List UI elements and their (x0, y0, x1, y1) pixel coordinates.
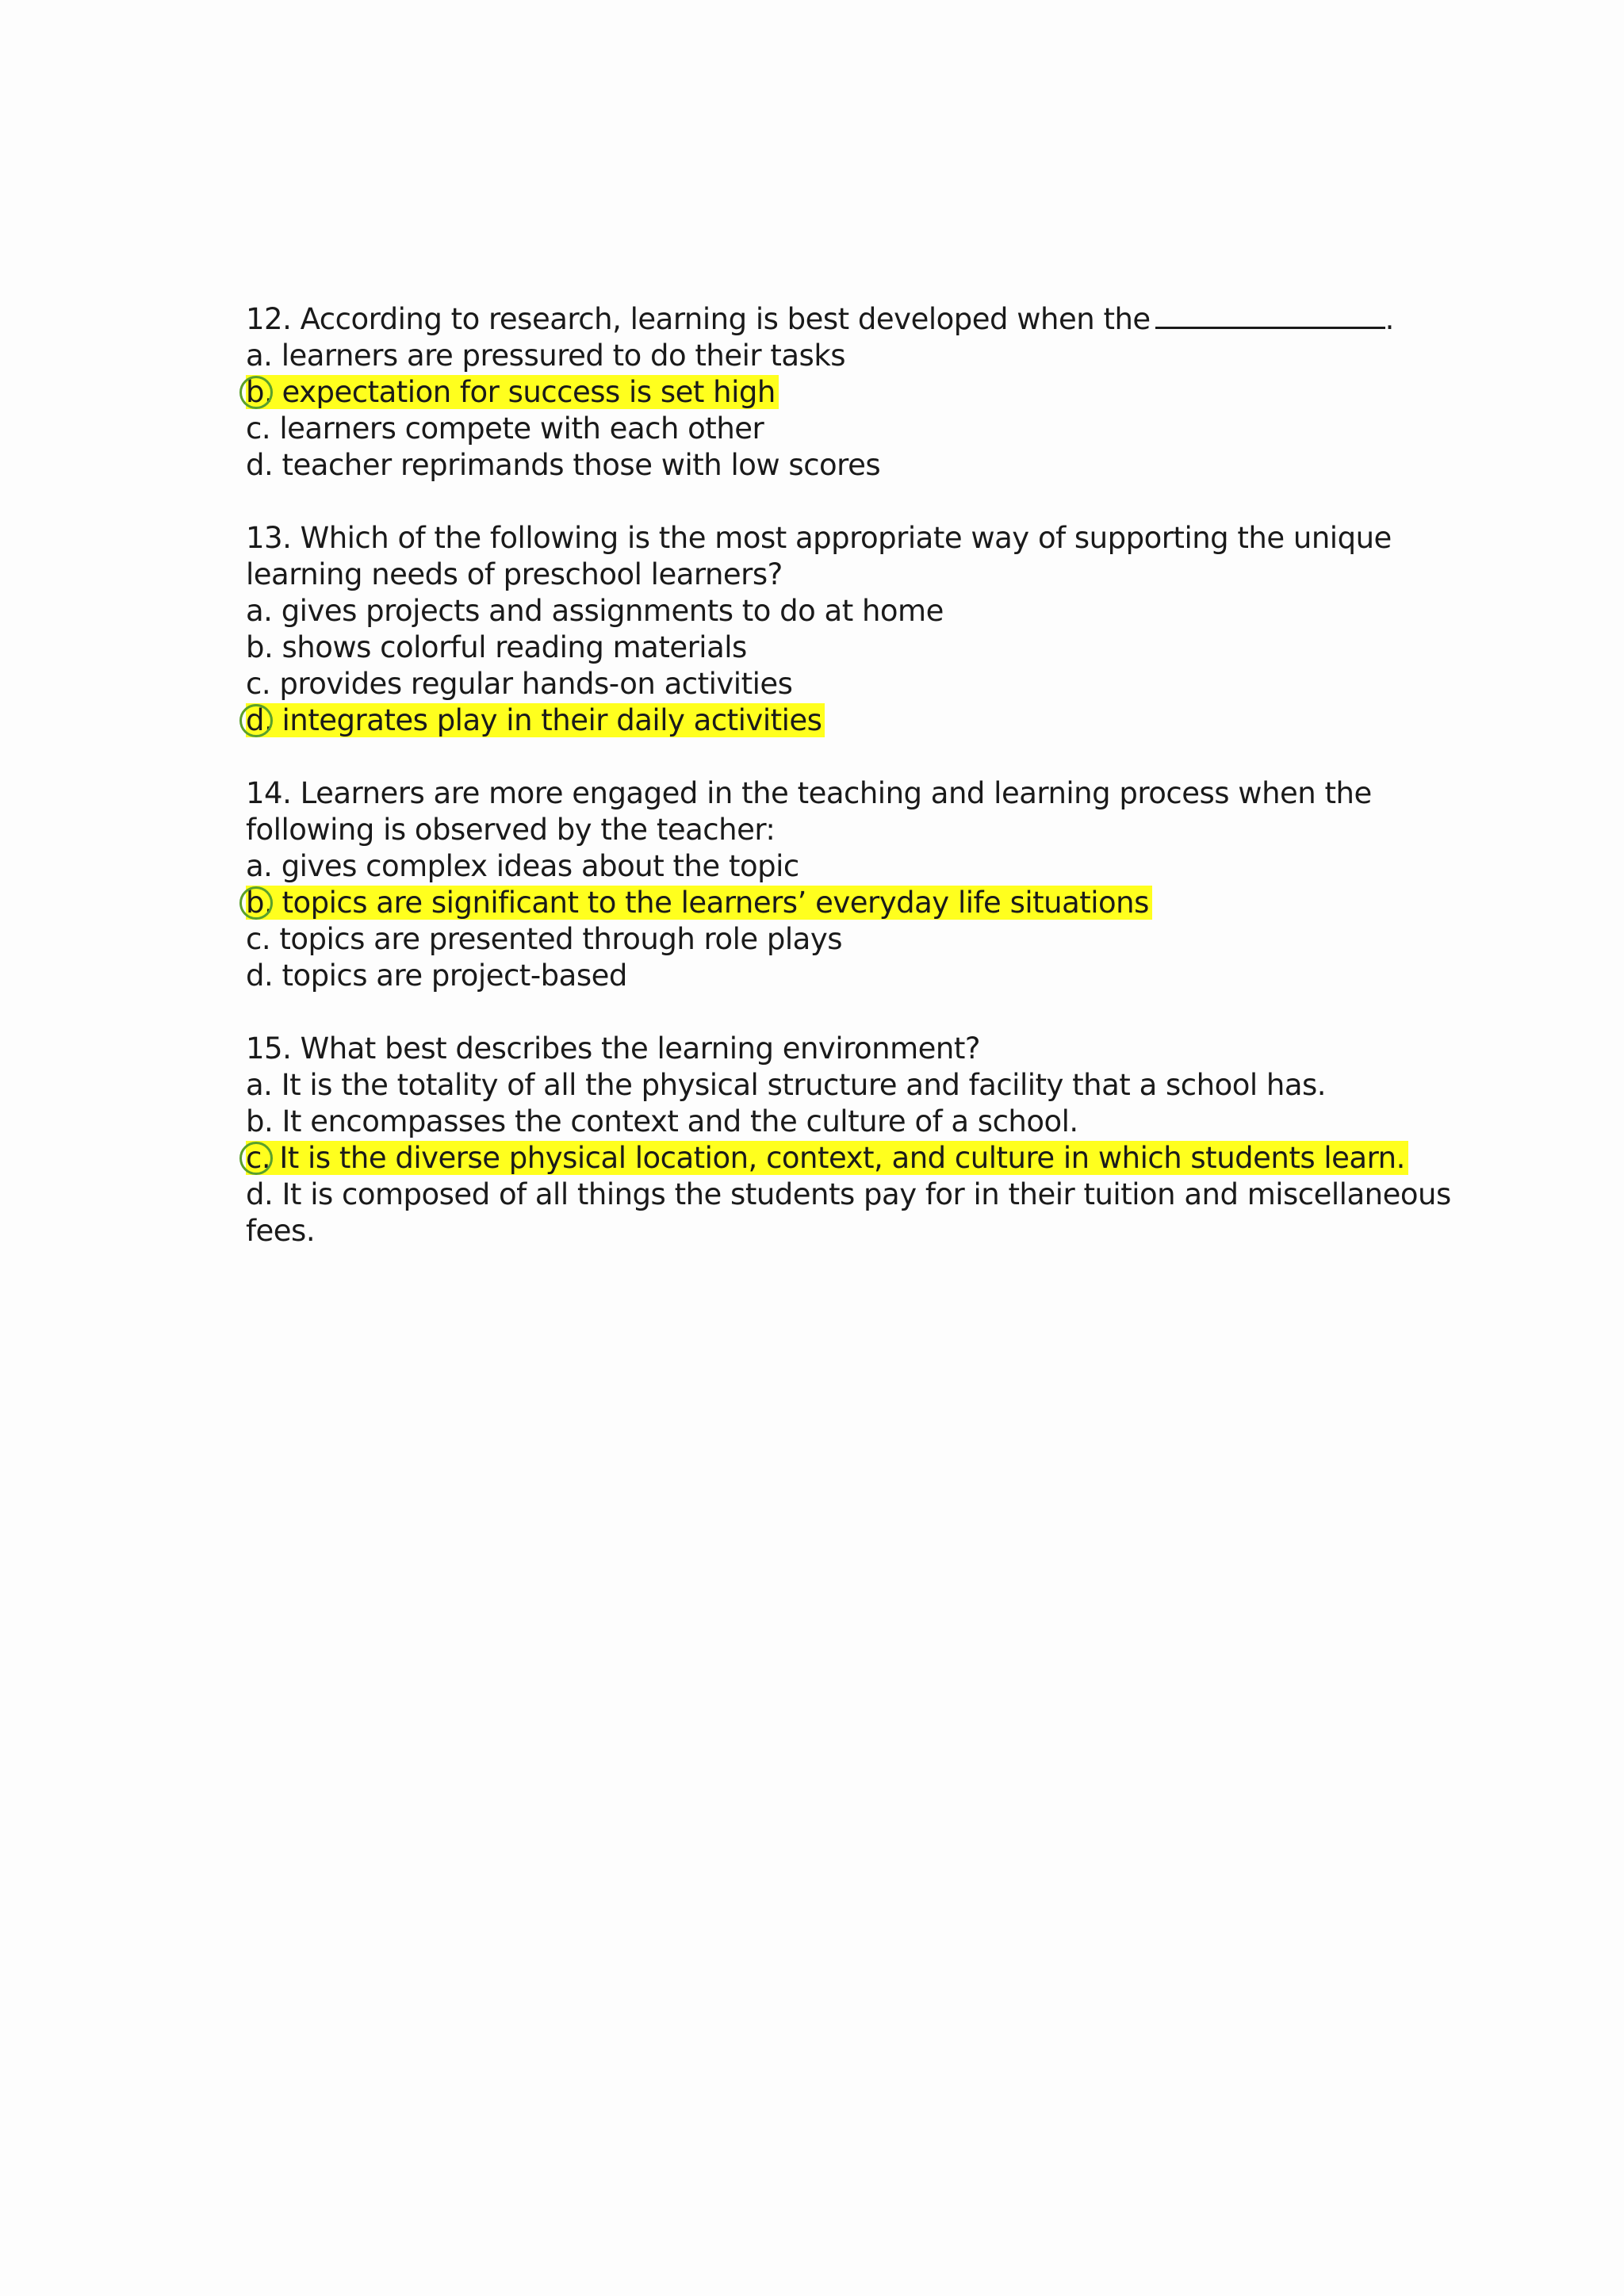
option-b: b. It encompasses the context and the culture of a school. (246, 1104, 1078, 1138)
question-15 (246, 1031, 1451, 1249)
question-12 (246, 301, 1394, 484)
option-c-correct (246, 1140, 1405, 1177)
option-d-continuation: fees. (246, 1214, 316, 1248)
option-a: a. gives complex ideas about the topic (246, 849, 799, 883)
answer-highlight: c. It is the diverse physical location, context, and culture in which students learn. (246, 1141, 1408, 1175)
option-a: a. learners are pressured to do their tasks (246, 339, 846, 373)
option-c: c. learners compete with each other (246, 411, 764, 446)
answer-circle-mark: b. (246, 374, 273, 411)
option-c: c. provides regular hands-on activities (246, 667, 793, 701)
answer-highlight: d. integrates play in their daily activities (246, 703, 825, 737)
option-d: d. teacher reprimands those with low scores (246, 448, 881, 482)
answer-circle-mark: d. (246, 702, 273, 739)
question-14 (246, 775, 1372, 994)
question-stem-cont: following is observed by the teacher: (246, 813, 776, 847)
answer-circle-mark: b. (246, 885, 273, 921)
option-b-correct (246, 374, 1372, 411)
question-stem: 14. Learners are more engaged in the teaching and learning process when the (246, 776, 1372, 810)
stem-period: . (1385, 302, 1394, 336)
question-stem: 13. Which of the following is the most appropriate way of supporting the unique (246, 521, 1392, 555)
question-stem (246, 301, 1394, 338)
quiz-page (246, 301, 1451, 1286)
option-d-correct (246, 702, 1372, 739)
option-d: d. topics are project-based (246, 959, 627, 993)
stem-text: 12. According to research, learning is best developed when the (246, 302, 1151, 336)
answer-blank (1155, 303, 1385, 329)
question-stem: 15. What best describes the learning environment? (246, 1031, 980, 1066)
option-b-correct (246, 885, 1372, 921)
answer-highlight: b. expectation for success is set high (246, 375, 779, 409)
answer-circle-mark: c. (246, 1140, 270, 1177)
option-b: b. shows colorful reading materials (246, 630, 747, 664)
option-d: d. It is composed of all things the students pay for in their tuition and miscellaneous (246, 1177, 1451, 1211)
option-c: c. topics are presented through role plays (246, 922, 843, 956)
question-13 (246, 520, 1392, 739)
question-stem-cont: learning needs of preschool learners? (246, 557, 783, 591)
answer-highlight: b. topics are significant to the learners’ everyday life situations (246, 886, 1152, 920)
option-a: a. gives projects and assignments to do at home (246, 594, 944, 628)
option-a: a. It is the totality of all the physical structure and facility that a school has. (246, 1068, 1327, 1102)
